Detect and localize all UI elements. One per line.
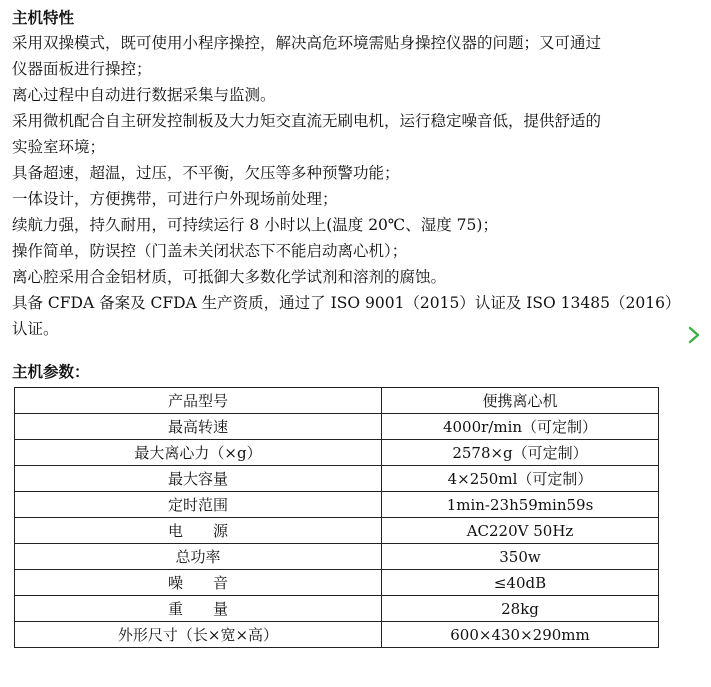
feature-line: 具备 CFDA 备案及 CFDA 生产资质，通过了 ISO 9001（2015）认证及 ISO 13485（2016） (12, 294, 681, 312)
table-row (15, 544, 659, 570)
table-row (15, 596, 659, 622)
param-value: AC220V 50Hz (382, 518, 659, 544)
feature-line: 采用双操模式，既可使用小程序操控，解决高危环境需贴身操控仪器的问题；又可通过 (12, 34, 602, 52)
table-row (15, 440, 659, 466)
param-name: 总功率 (15, 544, 382, 570)
param-name: 重 量 (15, 596, 382, 622)
param-name: 外形尺寸（长×宽×高） (15, 622, 382, 648)
feature-line: 具备超速，超温，过压，不平衡，欠压等多种预警功能； (12, 164, 400, 182)
table-row (15, 570, 659, 596)
feature-line: 实验室环境； (12, 138, 106, 156)
param-value: 便携离心机 (382, 388, 659, 414)
features-heading: 主机特性 (12, 8, 75, 27)
param-name: 产品型号 (15, 388, 382, 414)
param-value: 1min-23h59min59s (382, 492, 659, 518)
table-row (15, 414, 659, 440)
table-row (15, 466, 659, 492)
feature-line: 离心过程中自动进行数据采集与监测。 (12, 86, 276, 104)
document-body (12, 6, 702, 342)
param-name: 最大离心力（×g） (15, 440, 382, 466)
feature-list (12, 30, 702, 342)
param-value: ≤40dB (382, 570, 659, 596)
table-row (15, 388, 659, 414)
table-row (15, 622, 659, 648)
param-value: 4000r/min（可定制） (382, 414, 659, 440)
feature-line: 认证。 (12, 320, 59, 338)
param-value: 28kg (382, 596, 659, 622)
param-value: 2578×g（可定制） (382, 440, 659, 466)
param-name: 噪 音 (15, 570, 382, 596)
feature-line: 仪器面板进行操控； (12, 60, 152, 78)
feature-line: 操作简单，防误控（门盖未关闭状态下不能启动离心机）； (12, 242, 408, 260)
params-table (14, 387, 659, 648)
feature-line: 一体设计，方便携带，可进行户外现场前处理； (12, 190, 338, 208)
param-name: 电 源 (15, 518, 382, 544)
params-heading: 主机参数： (12, 362, 90, 381)
param-value: 4×250ml（可定制） (382, 466, 659, 492)
param-name: 最大容量 (15, 466, 382, 492)
table-row (15, 518, 659, 544)
param-value: 350w (382, 544, 659, 570)
chevron-right-icon[interactable] (686, 325, 702, 345)
feature-line: 续航力强，持久耐用，可持续运行 8 小时以上(温度 20℃、湿度 75)； (12, 216, 498, 234)
param-name: 最高转速 (15, 414, 382, 440)
param-value: 600×430×290mm (382, 622, 659, 648)
table-row (15, 492, 659, 518)
param-name: 定时范围 (15, 492, 382, 518)
feature-line: 离心腔采用合金铝材质，可抵御大多数化学试剂和溶剂的腐蚀。 (12, 268, 447, 286)
feature-line: 采用微机配合自主研发控制板及大力矩交直流无刷电机，运行稳定噪音低，提供舒适的 (12, 112, 602, 130)
